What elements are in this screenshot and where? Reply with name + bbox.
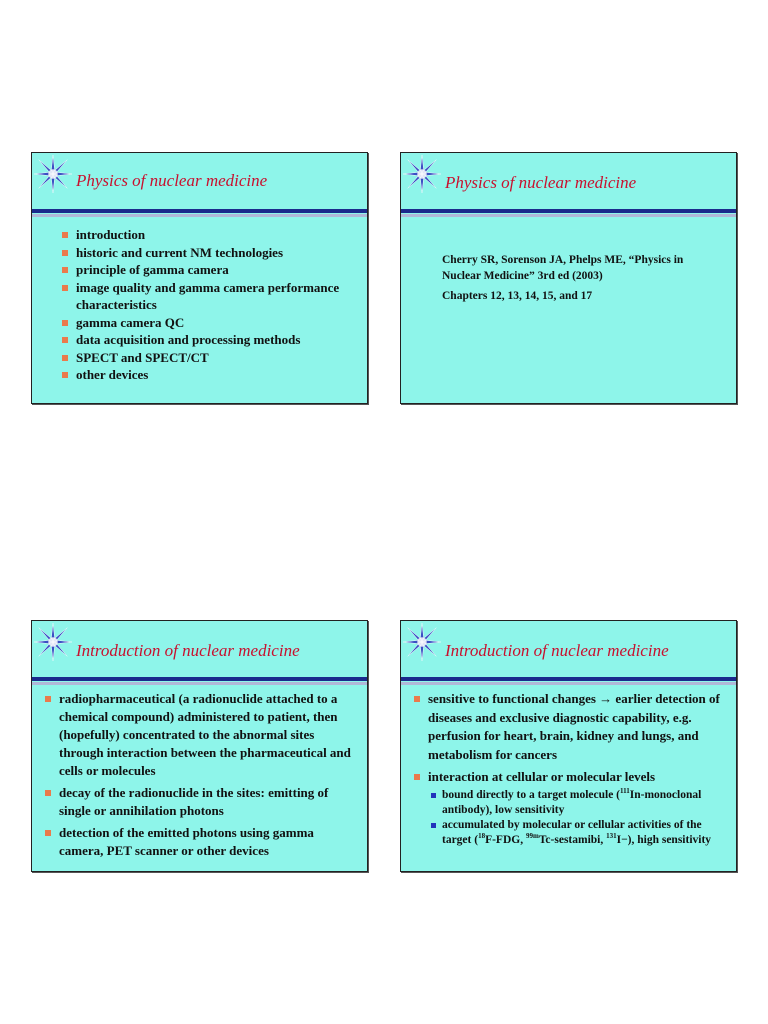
bullet-list <box>45 690 360 860</box>
slide-4 <box>400 620 737 872</box>
list-item: other devices <box>62 366 352 384</box>
bullet-list <box>62 226 352 384</box>
bullet-list <box>414 690 729 848</box>
slide-2 <box>400 152 737 404</box>
reference-text: Cherry SR, Sorenson JA, Phelps ME, “Physics in Nuclear Medicine” 3rd ed (2003) <box>442 254 684 282</box>
list-item: SPECT and SPECT/CT <box>62 349 352 367</box>
list-item-text: sensitive to functional changes → earlier detection of diseases and exclusive diagnostic capability, e.g. perfusion for heart, brain, kidney and lungs, and metabolism for cancers <box>428 691 720 762</box>
title-rule <box>401 677 736 685</box>
slide-1 <box>31 152 368 404</box>
star-burst-icon <box>403 155 441 193</box>
list-item: data acquisition and processing methods <box>62 331 352 349</box>
sub-list-item: accumulated by molecular or cellular activities of the target ($^{18}$F-FDG, $^{99m}$Tc-sestamibi, $^{131}$I−), high sensitivity <box>428 818 729 848</box>
list-item: image quality and gamma camera performance characteristics <box>62 279 352 314</box>
list-item <box>414 768 729 848</box>
list-item: decay of the radionuclide in the sites: emitting of single or annihilation photons <box>45 784 360 820</box>
slide-title: Introduction of nuclear medicine <box>445 641 669 660</box>
list-item: gamma camera QC <box>62 314 352 332</box>
sub-list <box>428 788 729 848</box>
title-rule <box>32 209 367 217</box>
sub-list-item: bound directly to a target molecule ($^{111}$In-monoclonal antibody), low sensitivity <box>428 788 729 818</box>
slide-title: Physics of nuclear medicine <box>76 171 268 190</box>
list-item: radiopharmaceutical (a radionuclide attached to a chemical compound) administered to patient, then (hopefully) concentrated to the abnormal sites through interaction between the pharmaceutical and cells or molecules <box>45 690 360 780</box>
title-rule <box>32 677 367 685</box>
list-item: historic and current NM technologies <box>62 244 352 262</box>
list-item <box>414 690 729 764</box>
star-burst-icon <box>34 623 72 661</box>
list-item: detection of the emitted photons using gamma camera, PET scanner or other devices <box>45 824 360 860</box>
slide-title: Physics of nuclear medicine <box>445 173 637 192</box>
list-item-text: interaction at cellular or molecular levels <box>428 769 656 784</box>
title-rule <box>401 209 736 217</box>
star-burst-icon <box>34 155 72 193</box>
chapters-text: Chapters 12, 13, 14, 15, and 17 <box>442 290 593 302</box>
list-item: introduction <box>62 226 352 244</box>
star-burst-icon <box>403 623 441 661</box>
list-item: principle of gamma camera <box>62 261 352 279</box>
slide-3 <box>31 620 368 872</box>
slide-title: Introduction of nuclear medicine <box>76 641 300 660</box>
